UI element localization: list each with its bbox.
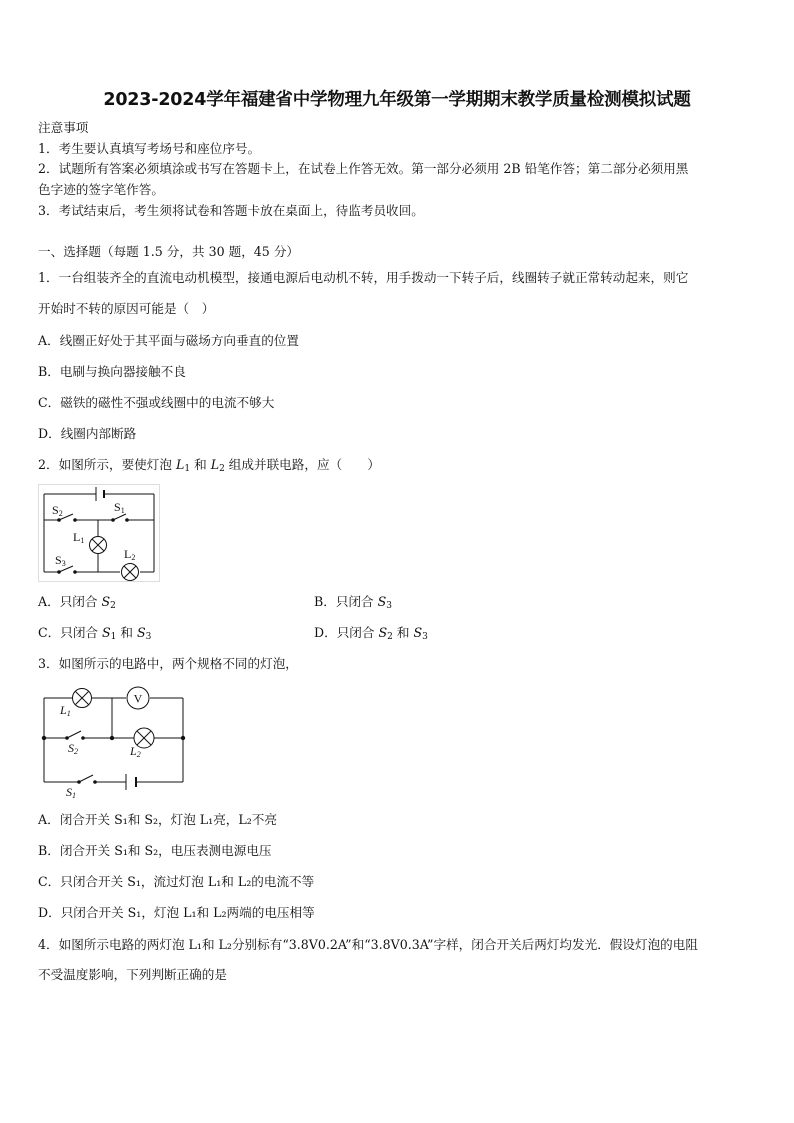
q1-option-c: C．磁铁的磁性不强或线圈中的电流不够大 — [38, 395, 275, 410]
q2-circuit-diagram — [38, 484, 160, 582]
q3-option-a: A．闭合开关 S₁和 S₂，灯泡 L₁亮，L₂不亮 — [38, 812, 277, 827]
q3-option-c: C．只闭合开关 S₁，流过灯泡 L₁和 L₂的电流不等 — [38, 874, 315, 889]
q1-option-b: B．电刷与换向器接触不良 — [38, 364, 186, 379]
q3-stem: 3．如图所示的电路中，两个规格不同的灯泡， — [38, 656, 298, 671]
label-l1: L1 — [73, 530, 85, 545]
section-heading: 一、选择题（每题 1.5 分，共 30 题，45 分） — [38, 244, 300, 259]
label-l1: L1 — [60, 703, 71, 718]
q2-option-d: D．只闭合 $S_2$ 和 $S_3$ — [314, 625, 428, 642]
lamp-l1-icon — [73, 689, 92, 708]
label-s1: S1 — [66, 785, 76, 800]
q4-stem: 4．如图所示电路的两灯泡 L₁和 L₂分别标有“3.8V0.2A”和“3.8V0.3A”字样，闭合开关后两灯均发光．假设灯泡的电阻 — [38, 937, 698, 952]
notice-item-2-cont: 色字迹的签字笔作答。 — [38, 182, 164, 197]
switch-s1-icon — [112, 514, 129, 521]
q1-option-a: A．线圈正好处于其平面与磁场方向垂直的位置 — [38, 333, 299, 348]
voltmeter-icon — [127, 687, 149, 709]
switch-s3-icon — [58, 566, 77, 573]
switch-s2-icon — [66, 731, 85, 739]
lamp-l2-icon — [134, 728, 154, 748]
q1-stem-cont: 开始时不转的原因可能是（ ） — [38, 301, 215, 316]
notice-item-3: 3．考试结束后，考生须将试卷和答题卡放在桌面上，待监考员收回。 — [38, 203, 424, 218]
lamp-l1-icon — [90, 537, 107, 554]
q1-stem: 1．一台组装齐全的直流电动机模型，接通电源后电动机不转，用手拨动一下转子后，线圈转子就正常转动起来，则它 — [38, 270, 689, 285]
notice-item-2: 2．试题所有答案必须填涂或书写在答题卡上，在试卷上作答无效。第一部分必须用 2B 铅笔作答；第二部分必须用黑 — [38, 161, 689, 176]
notice-heading: 注意事项 — [38, 120, 89, 135]
notice-item-1: 1．考生要认真填写考场号和座位序号。 — [38, 141, 261, 156]
label-l2: L2 — [124, 547, 136, 562]
q2-stem: 2．如图所示，要使灯泡 $L_1$ 和 $L_2$ 组成并联电路，应（ ） — [38, 457, 380, 474]
page-title: 2023-2024学年福建省中学物理九年级第一学期期末教学质量检测模拟试题 — [103, 90, 691, 110]
q3-circuit-diagram — [38, 680, 188, 804]
q2-option-b: B．只闭合 $S_3$ — [314, 594, 393, 611]
label-s1: S1 — [114, 500, 125, 515]
lamp-l2-icon — [122, 564, 139, 581]
battery-icon — [126, 774, 136, 790]
q3-option-b: B．闭合开关 S₁和 S₂，电压表测电源电压 — [38, 843, 272, 858]
q3-option-d: D．只闭合开关 S₁，灯泡 L₁和 L₂两端的电压相等 — [38, 905, 315, 920]
svg-text:V: V — [133, 691, 143, 706]
label-s2: S2 — [68, 741, 78, 756]
q4-stem-cont: 不受温度影响，下列判断正确的是 — [38, 967, 227, 982]
label-s3: S3 — [55, 553, 66, 568]
label-l2: L2 — [130, 744, 141, 759]
label-s2: S2 — [52, 503, 63, 518]
switch-s1-icon — [78, 775, 97, 783]
battery-icon — [96, 487, 104, 501]
q2-option-a: A．只闭合 $S_2$ — [38, 594, 116, 611]
q1-option-d: D．线圈内部断路 — [38, 426, 137, 441]
q2-option-c: C．只闭合 $S_1$ 和 $S_3$ — [38, 625, 152, 642]
